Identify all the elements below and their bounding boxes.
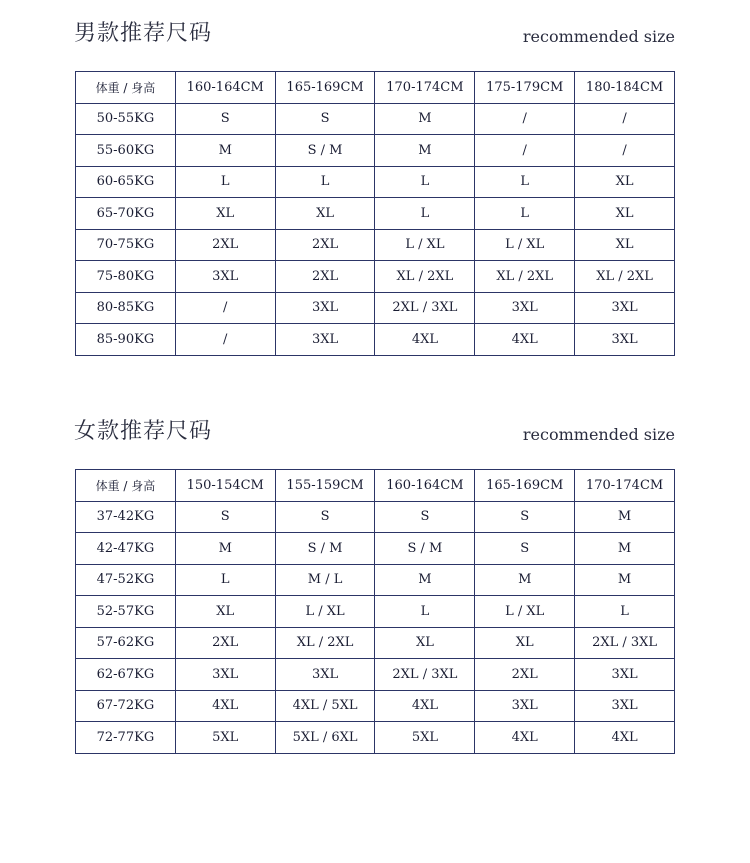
weight-cell: 57-62KG (76, 627, 176, 659)
size-cell: L / XL (475, 229, 575, 261)
size-cell: L (475, 198, 575, 230)
size-cell: S / M (275, 135, 375, 167)
size-cell: 5XL (175, 722, 275, 754)
size-cell: S / M (375, 533, 475, 565)
size-cell: 2XL (175, 627, 275, 659)
size-cell: 3XL (575, 690, 675, 722)
size-cell: XL / 2XL (475, 261, 575, 293)
size-cell: / (575, 103, 675, 135)
women-section-title: 女款推荐尺码 (74, 419, 213, 444)
size-cell: 2XL (275, 261, 375, 293)
size-cell: XL (575, 198, 675, 230)
weight-cell: 67-72KG (76, 690, 176, 722)
size-cell: XL (575, 166, 675, 198)
size-cell: 5XL / 6XL (275, 722, 375, 754)
size-cell: 4XL (375, 690, 475, 722)
size-cell: L (375, 166, 475, 198)
size-cell: 5XL (375, 722, 475, 754)
size-cell: M (375, 564, 475, 596)
size-cell: XL / 2XL (575, 261, 675, 293)
men-section-title: 男款推荐尺码 (74, 21, 213, 46)
weight-cell: 80-85KG (76, 292, 176, 324)
size-cell: 3XL (175, 659, 275, 691)
size-cell: XL (575, 229, 675, 261)
table-row (76, 627, 675, 659)
weight-cell: 85-90KG (76, 324, 176, 356)
table-row (76, 292, 675, 324)
size-cell: L (375, 596, 475, 628)
weight-cell: 65-70KG (76, 198, 176, 230)
height-header: 155-159CM (275, 470, 375, 502)
table-row (76, 166, 675, 198)
height-header: 160-164CM (175, 72, 275, 104)
size-cell: M (575, 533, 675, 565)
table-row (76, 533, 675, 565)
size-cell: L (175, 166, 275, 198)
size-cell: 2XL / 3XL (375, 659, 475, 691)
size-cell: L / XL (375, 229, 475, 261)
size-cell: 3XL (475, 690, 575, 722)
size-cell: L (575, 596, 675, 628)
size-cell: M (575, 501, 675, 533)
size-cell: 2XL / 3XL (375, 292, 475, 324)
height-header: 170-174CM (375, 72, 475, 104)
size-cell: XL (175, 596, 275, 628)
size-cell: 4XL / 5XL (275, 690, 375, 722)
size-cell: L / XL (475, 596, 575, 628)
table-row (76, 501, 675, 533)
table-row (76, 596, 675, 628)
men-section-subtitle: recommended size (522, 27, 675, 46)
height-header: 165-169CM (475, 470, 575, 502)
size-cell: 3XL (175, 261, 275, 293)
size-cell: 4XL (475, 722, 575, 754)
size-cell: 3XL (575, 292, 675, 324)
size-cell: S (175, 501, 275, 533)
table-row (76, 261, 675, 293)
weight-cell: 60-65KG (76, 166, 176, 198)
table-row (76, 229, 675, 261)
table-row (76, 722, 675, 754)
size-cell: L / XL (275, 596, 375, 628)
size-cell: M (375, 103, 475, 135)
size-cell: XL (275, 198, 375, 230)
size-cell: XL / 2XL (375, 261, 475, 293)
weight-cell: 52-57KG (76, 596, 176, 628)
height-header: 180-184CM (575, 72, 675, 104)
size-cell: 3XL (575, 324, 675, 356)
size-cell: 2XL (175, 229, 275, 261)
size-cell: XL (475, 627, 575, 659)
size-cell: XL (375, 627, 475, 659)
table-row (76, 690, 675, 722)
size-cell: / (475, 135, 575, 167)
height-header: 175-179CM (475, 72, 575, 104)
size-cell: / (175, 324, 275, 356)
size-cell: M (575, 564, 675, 596)
table-header-row (76, 72, 675, 104)
weight-cell: 47-52KG (76, 564, 176, 596)
women-section-subtitle: recommended size (522, 425, 675, 444)
size-cell: S (275, 501, 375, 533)
size-cell: 4XL (175, 690, 275, 722)
size-cell: XL / 2XL (275, 627, 375, 659)
size-cell: XL (175, 198, 275, 230)
size-cell: M (175, 533, 275, 565)
weight-cell: 72-77KG (76, 722, 176, 754)
size-cell: 4XL (475, 324, 575, 356)
size-cell: M (375, 135, 475, 167)
size-cell: 2XL / 3XL (575, 627, 675, 659)
corner-header: 体重 / 身高 (76, 72, 176, 104)
table-row (76, 103, 675, 135)
size-cell: 2XL (475, 659, 575, 691)
size-cell: S (475, 501, 575, 533)
size-cell: M / L (275, 564, 375, 596)
size-cell: S (175, 103, 275, 135)
table-row (76, 198, 675, 230)
height-header: 150-154CM (175, 470, 275, 502)
size-cell: L (175, 564, 275, 596)
size-cell: S / M (275, 533, 375, 565)
table-row (76, 135, 675, 167)
height-header: 170-174CM (575, 470, 675, 502)
size-cell: S (275, 103, 375, 135)
size-cell: 3XL (275, 292, 375, 324)
size-cell: L (375, 198, 475, 230)
size-cell: 4XL (375, 324, 475, 356)
weight-cell: 50-55KG (76, 103, 176, 135)
weight-cell: 42-47KG (76, 533, 176, 565)
size-cell: / (175, 292, 275, 324)
size-cell: L (275, 166, 375, 198)
table-row (76, 324, 675, 356)
men-size-table (75, 71, 675, 356)
size-cell: S (475, 533, 575, 565)
size-cell: / (475, 103, 575, 135)
weight-cell: 70-75KG (76, 229, 176, 261)
size-cell: 2XL (275, 229, 375, 261)
size-cell: 4XL (575, 722, 675, 754)
women-size-table (75, 469, 675, 754)
height-header: 165-169CM (275, 72, 375, 104)
size-cell: M (475, 564, 575, 596)
size-cell: L (475, 166, 575, 198)
weight-cell: 62-67KG (76, 659, 176, 691)
size-cell: 3XL (475, 292, 575, 324)
corner-header: 体重 / 身高 (76, 470, 176, 502)
size-cell: 3XL (275, 659, 375, 691)
weight-cell: 55-60KG (76, 135, 176, 167)
size-cell: / (575, 135, 675, 167)
weight-cell: 75-80KG (76, 261, 176, 293)
size-cell: M (175, 135, 275, 167)
table-header-row (76, 470, 675, 502)
weight-cell: 37-42KG (76, 501, 176, 533)
size-cell: 3XL (275, 324, 375, 356)
table-row (76, 659, 675, 691)
size-cell: S (375, 501, 475, 533)
height-header: 160-164CM (375, 470, 475, 502)
size-cell: 3XL (575, 659, 675, 691)
table-row (76, 564, 675, 596)
